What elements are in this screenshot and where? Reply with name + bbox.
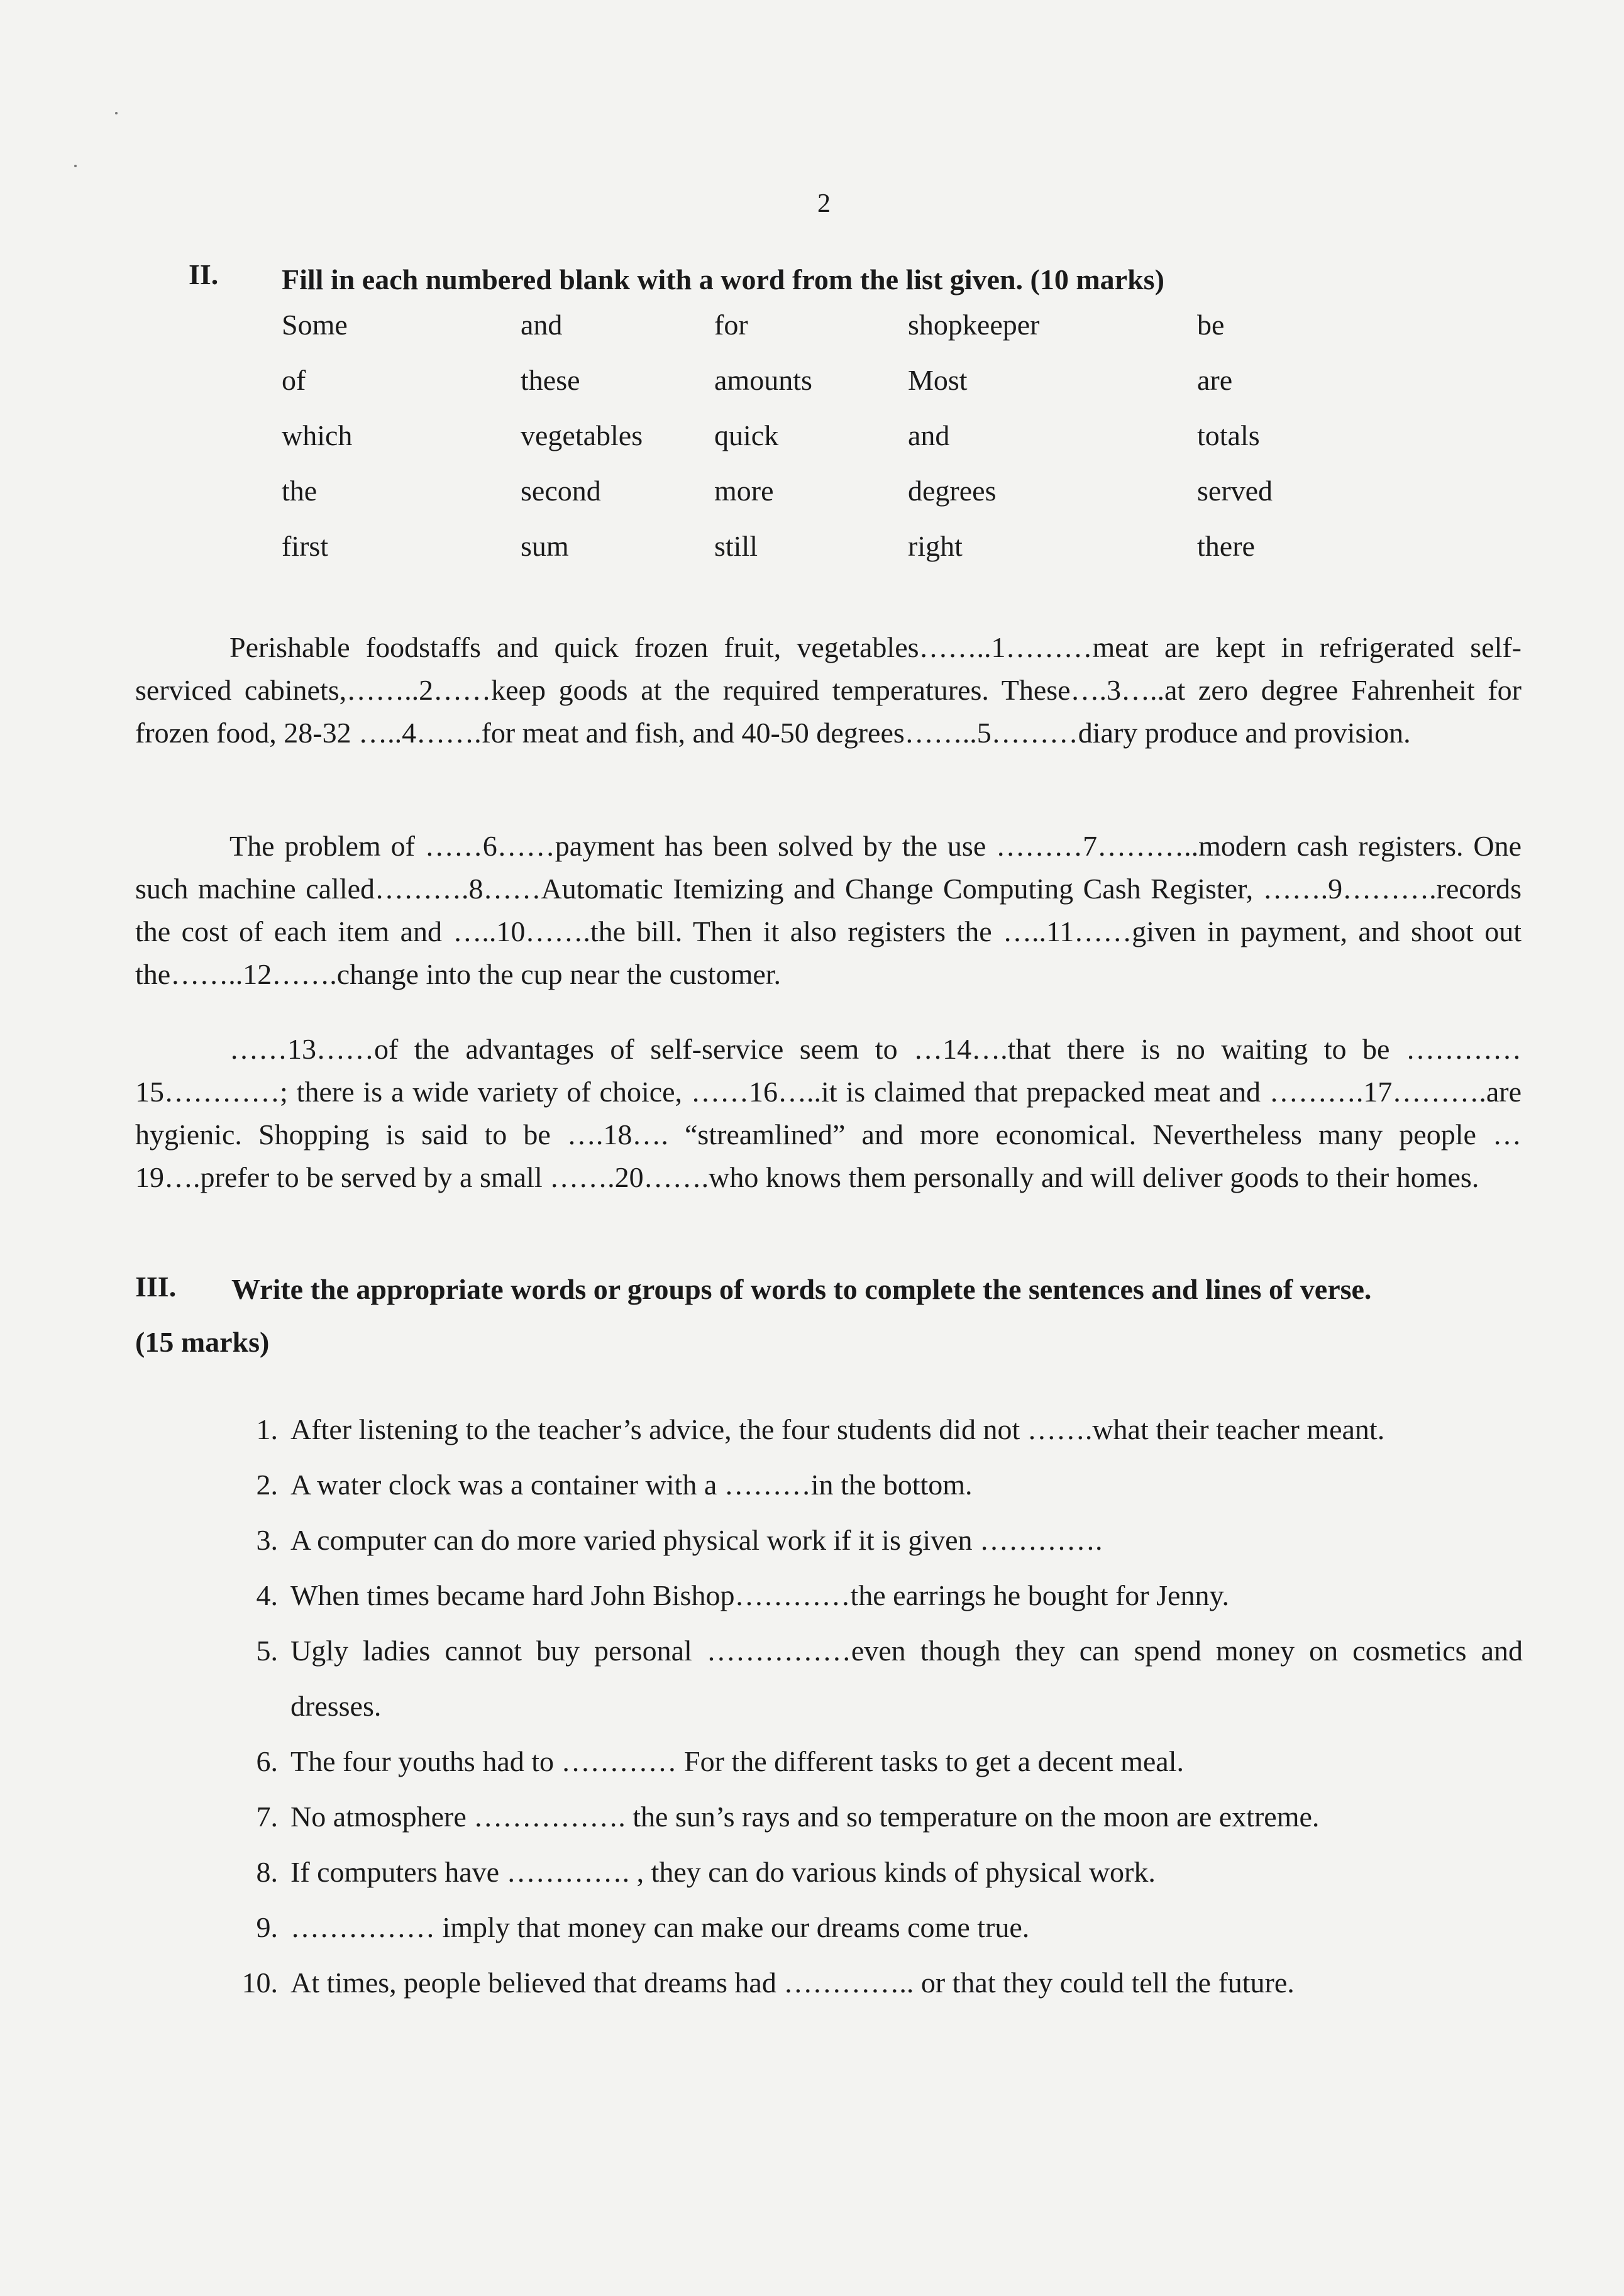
item-number: 7. — [256, 1801, 278, 1833]
item-number: 10. — [241, 1967, 278, 1999]
word-list-item: still — [714, 530, 758, 562]
section-3-heading: Write the appropriate words or groups of words to complete the sentences and lines of verse. — [231, 1273, 1372, 1305]
word-list-grid — [282, 308, 1386, 585]
item-text: The four youths had to ………… For the different tasks to get a decent meal. — [290, 1745, 1184, 1777]
section-3-marks: (15 marks) — [135, 1326, 270, 1358]
item-text: If computers have …………. , they can do various kinds of physical work. — [290, 1856, 1156, 1888]
cloze-paragraph-2: The problem of ……6……payment has been solved by the use ………7………..modern cash registers. One such machine called……….8……Automatic Itemizing and Change Computing Cash Register, …….9……….records the cost of each item and …..10…….the bill. Then it also registers the …..11……given in payment, and shoot out the……..12…….change into the cup near the customer. — [135, 830, 1522, 990]
word-list-item: degrees — [908, 475, 997, 507]
word-list-item: sum — [521, 530, 569, 562]
list-item — [228, 1900, 1523, 1955]
item-text: At times, people believed that dreams had ………….. or that they could tell the future. — [290, 1967, 1295, 1999]
scan-speck — [115, 112, 118, 114]
word-list-item: and — [908, 419, 950, 451]
item-number: 5. — [256, 1635, 278, 1667]
word-list-item: more — [714, 475, 774, 507]
item-number: 3. — [256, 1524, 278, 1556]
word-list-item: the — [282, 475, 318, 507]
item-number: 4. — [256, 1579, 278, 1611]
word-list-item: which — [282, 419, 353, 451]
list-item — [228, 1513, 1523, 1568]
item-text: No atmosphere ……………. the sun’s rays and so temperature on the moon are extreme. — [290, 1801, 1320, 1833]
word-list-item: these — [521, 364, 580, 396]
item-text: …………… imply that money can make our dreams come true. — [290, 1911, 1030, 1943]
item-number: 8. — [256, 1856, 278, 1888]
word-list-item: for — [714, 309, 748, 341]
word-list-item: Most — [908, 364, 968, 396]
list-item — [228, 1734, 1523, 1789]
section-3-number: III. — [135, 1271, 177, 1303]
word-list-item: and — [521, 309, 563, 341]
cloze-paragraph-1: Perishable foodstaffs and quick frozen fruit, vegetables……..1………meat are kept in refrigerated self-serviced cabinets,……..2……keep goods at the required temperatures. These….3…..at zero degree Fahrenheit for frozen food, 28-32 …..4…….for meat and fish, and 40-50 degrees……..5………diary produce and provision. — [135, 631, 1522, 749]
sentence-completion-list — [228, 1402, 1523, 2011]
word-list-item: second — [521, 475, 601, 507]
list-item — [228, 1845, 1523, 1900]
word-list-item: totals — [1197, 419, 1260, 451]
word-list-item: shopkeeper — [908, 309, 1040, 341]
page-number: 2 — [817, 189, 831, 218]
word-list-item: Some — [282, 309, 348, 341]
list-item — [228, 1402, 1523, 1457]
item-text: A computer can do more varied physical work if it is given …………. — [290, 1524, 1103, 1556]
word-list-item: be — [1197, 309, 1225, 341]
word-list-item: right — [908, 530, 963, 562]
item-text: A water clock was a container with a ………in the bottom. — [290, 1469, 973, 1501]
word-list-item: of — [282, 364, 306, 396]
section-2-heading: Fill in each numbered blank with a word from the list given. (10 marks) — [282, 263, 1164, 295]
item-number: 9. — [256, 1911, 278, 1943]
word-list-item: quick — [714, 419, 779, 451]
section-2-number: II. — [189, 258, 219, 290]
item-number: 6. — [256, 1745, 278, 1777]
list-item — [228, 1789, 1523, 1845]
word-list-item: are — [1197, 364, 1233, 396]
list-item — [228, 1623, 1523, 1734]
cloze-paragraph-3: ……13……of the advantages of self-service seem to …14….that there is no waiting to be …………15…………; there is a wide variety of choice, ……16…..it is claimed that prepacked meat and ……….17……….are hygienic. Shopping is said to be ….18…. “streamlined” and more economical. Nevertheless many people …19….prefer to be served by a small …….20…….who knows them personally and will deliver goods to their homes. — [135, 1033, 1522, 1193]
word-list-item: amounts — [714, 364, 812, 396]
item-text: When times became hard John Bishop…………the earrings he bought for Jenny. — [290, 1579, 1229, 1611]
item-text: Ugly ladies cannot buy personal ……………even though they can spend money on cosmetics and dresses. — [290, 1635, 1523, 1722]
word-list-item: vegetables — [521, 419, 643, 451]
list-item — [228, 1955, 1523, 2011]
word-list-item: first — [282, 530, 329, 562]
scan-speck — [74, 165, 77, 167]
word-list-item: there — [1197, 530, 1255, 562]
item-number: 2. — [256, 1469, 278, 1501]
word-list-item: served — [1197, 475, 1273, 507]
item-text: After listening to the teacher’s advice, the four students did not …….what their teacher meant. — [290, 1413, 1385, 1445]
list-item — [228, 1568, 1523, 1623]
item-number: 1. — [256, 1413, 278, 1445]
list-item — [228, 1457, 1523, 1513]
